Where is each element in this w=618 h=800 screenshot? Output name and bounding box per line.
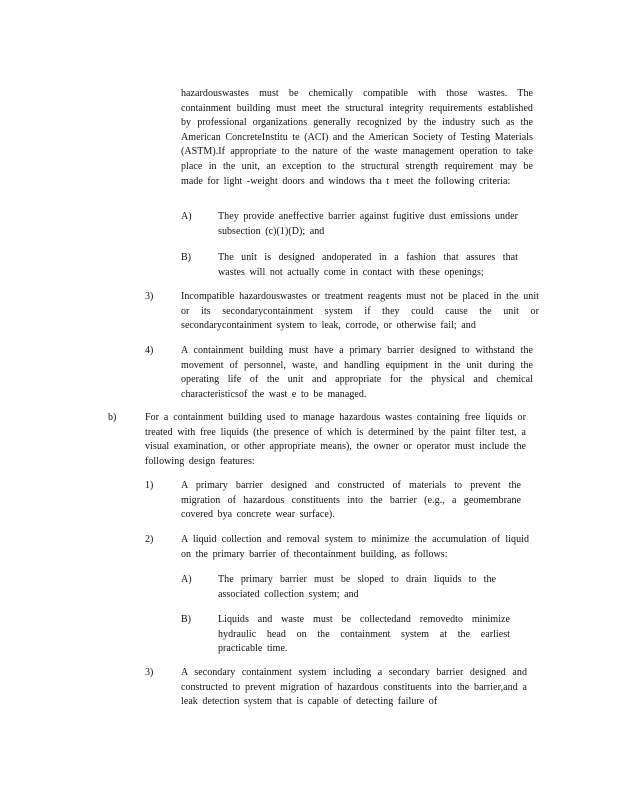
- item-b1-text: A primary barrier designed and constructed of materials to prevent the migration of hazardous constituents into the barrier (e.g., a geomembrane covered bya concrete wear surface).: [181, 480, 521, 521]
- item-b2-label: 2): [145, 534, 154, 545]
- section-b-label: b): [108, 412, 117, 423]
- item-3-label: 3): [145, 291, 154, 302]
- sub-item-b-text: Liquids and waste must be collectedand removedto minimize hydraulic head on the containment system at the earliest practicable time.: [218, 614, 510, 655]
- criterion-b-label: B): [181, 252, 191, 263]
- sub-item-b-label: B): [181, 614, 191, 625]
- item-3-text: Incompatible hazardouswastes or treatment reagents must not be placed in the unit or its secondarycontainment system if they could cause the unit or secondarycontainment system to leak, corrode, or otherwise fail; and: [181, 291, 539, 332]
- item-4-text: A containment building must have a primary barrier designed to withstand the movement of personnel, waste, and handling equipment in the unit during the operating life of the unit and appropriate for the physical and chemical characteristicsof the wast e to be managed.: [181, 345, 533, 400]
- item-b2-text: A liquid collection and removal system to minimize the accumulation of liquid on the primary barrier of thecontainment building, as follows:: [181, 534, 529, 560]
- section-b-text: For a containment building used to manage hazardous wastes containing free liquids or treated with free liquids (the presence of which is determined by the paint filter test, a visual examination, or other appropriate means), the owner or operator must include the following design features:: [145, 412, 526, 467]
- item-b1-label: 1): [145, 480, 154, 491]
- sub-item-a-text: The primary barrier must be sloped to drain liquids to the associated collection system; and: [218, 574, 496, 600]
- criterion-a-label: A): [181, 211, 192, 222]
- item-4-label: 4): [145, 345, 154, 356]
- continuation-paragraph: hazardouswastes must be chemically compatible with those wastes. The containment building must meet the structural integrity requirements established by professional organizations generally recognized by the industry such as the American ConcreteInstitu te (ACI) and the American Society of Testing Materials (ASTM).If appropriate to the nature of the waste management operation to take place in the unit, an exception to the structural strength requirement may be made for light -weight doors and windows tha t meet the following criteria:: [181, 88, 533, 187]
- sub-item-a-label: A): [181, 574, 192, 585]
- item-b3-text: A secondary containment system including a secondary barrier designed and constructed to prevent migration of hazardous constituents into the barrier,and a leak detection system that is capable of detecting failure of: [181, 667, 527, 708]
- criterion-b-text: The unit is designed andoperated in a fashion that assures that wastes will not actually come in contact with these openings;: [218, 252, 518, 278]
- item-b3-label: 3): [145, 667, 154, 678]
- criterion-a-text: They provide aneffective barrier against fugitive dust emissions under subsection (c)(1)(D); and: [218, 211, 518, 237]
